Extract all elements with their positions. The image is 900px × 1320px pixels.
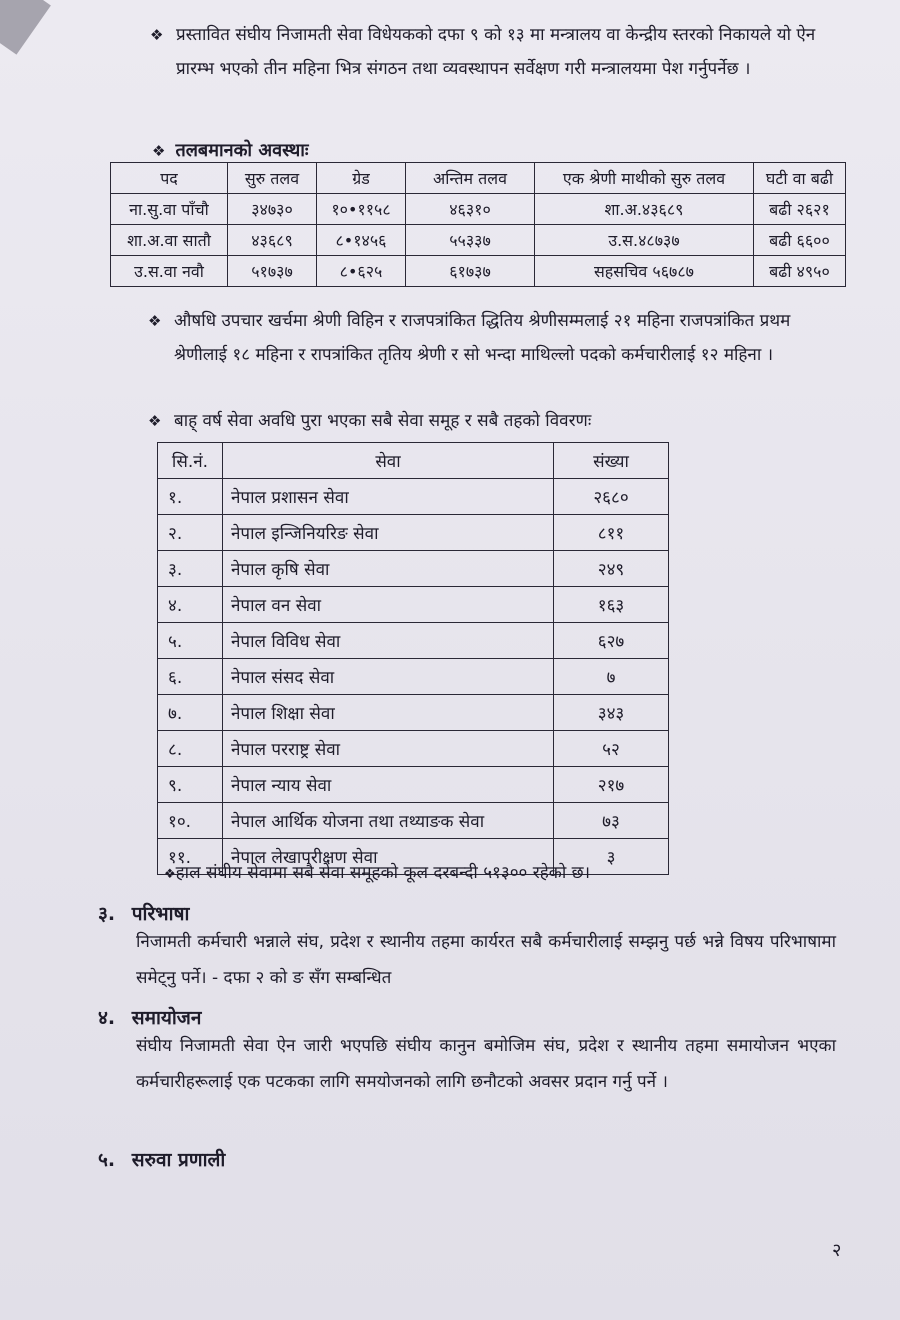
table-row: [158, 551, 669, 587]
section-title: सरुवा प्रणाली: [131, 1149, 226, 1171]
table-cell: ८११: [554, 515, 669, 551]
table-row: [158, 731, 669, 767]
table-cell: ३: [554, 839, 669, 875]
table-cell: ५५३३७: [406, 225, 535, 256]
section-number: ३.: [98, 903, 116, 925]
table-cell: १६३: [554, 587, 669, 623]
table-cell: शा.अ.वा सातौ: [111, 225, 228, 256]
table-cell: ४.: [158, 587, 223, 623]
salary-heading: [152, 138, 309, 162]
services-heading: [148, 404, 794, 438]
table-cell: २६८०: [554, 479, 669, 515]
bullet-icon: ❖: [148, 412, 162, 430]
table-cell: नेपाल आर्थिक योजना तथा तथ्याङक सेवा: [223, 803, 554, 839]
services-header-cell: सि.नं.: [158, 443, 223, 479]
table-cell: नेपाल विविध सेवा: [223, 623, 554, 659]
table-row: [158, 515, 669, 551]
table-cell: ३४७३०: [228, 194, 317, 225]
table-row: [158, 479, 669, 515]
table-cell: नेपाल प्रशासन सेवा: [223, 479, 554, 515]
bullet-icon: ❖: [152, 142, 166, 160]
services-header-cell: संख्या: [554, 443, 669, 479]
salary-header-cell: पद: [111, 163, 228, 194]
salary-header-cell: एक श्रेणी माथीको सुरु तलव: [535, 163, 754, 194]
table-cell: ४६३१०: [406, 194, 535, 225]
table-cell: नेपाल संसद सेवा: [223, 659, 554, 695]
table-cell: ९.: [158, 767, 223, 803]
table-row: [158, 623, 669, 659]
table-cell: ७.: [158, 695, 223, 731]
section-heading: [98, 1004, 201, 1030]
table-cell: २१७: [554, 767, 669, 803]
salary-header-cell: ग्रेड: [317, 163, 406, 194]
page-corner-shadow: [0, 0, 51, 55]
services-table: [157, 442, 669, 875]
table-cell: बढी २६२१: [754, 194, 846, 225]
salary-table-header: [111, 163, 846, 194]
section-heading: [98, 900, 189, 926]
table-cell: ७३: [554, 803, 669, 839]
table-cell: नेपाल न्याय सेवा: [223, 767, 554, 803]
table-cell: २.: [158, 515, 223, 551]
table-cell: ३४३: [554, 695, 669, 731]
table-row: [111, 194, 846, 225]
table-cell: ८.: [158, 731, 223, 767]
section-number: ५.: [98, 1149, 116, 1171]
table-row: [158, 659, 669, 695]
table-cell: १०.: [158, 803, 223, 839]
table-cell: बढी ६६००: [754, 225, 846, 256]
table-cell: उ.स.४८७३७: [535, 225, 754, 256]
survey-text: प्रस्तावित संघीय निजामती सेवा विधेयकको दफा ९ को १३ मा मन्त्रालय वा केन्द्रीय स्तरको निकायले यो ऐन प्रारम्भ भएको तीन महिना भित्र संगठन तथा व्यवस्थापन सर्वेक्षण गरी मन्त्रालयमा पेश गर्नुपर्नेछ ।: [176, 25, 816, 79]
total-note-text: हाल संघीय सेवामा सबै सेवा समूहको कूल दरबन्दी ५१३०० रहेको छ।: [175, 863, 591, 883]
table-cell: ना.सु.वा पाँचौ: [111, 194, 228, 225]
table-cell: उ.स.वा नवौ: [111, 256, 228, 287]
table-cell: ५.: [158, 623, 223, 659]
survey-paragraph: [150, 18, 816, 86]
bullet-icon: ❖: [148, 312, 162, 330]
table-cell: बढी ४९५०: [754, 256, 846, 287]
table-cell: नेपाल लेखापरीक्षण सेवा: [223, 839, 554, 875]
services-header-cell: सेवा: [223, 443, 554, 479]
table-cell: ८•६२५: [317, 256, 406, 287]
table-cell: २४९: [554, 551, 669, 587]
services-table-header: [158, 443, 669, 479]
table-cell: ५१७३७: [228, 256, 317, 287]
table-cell: ६.: [158, 659, 223, 695]
salary-table: [110, 162, 846, 287]
table-cell: ४३६८९: [228, 225, 317, 256]
table-cell: ११.: [158, 839, 223, 875]
table-cell: ६२७: [554, 623, 669, 659]
table-cell: नेपाल शिक्षा सेवा: [223, 695, 554, 731]
section-heading: [98, 1146, 225, 1172]
table-row: [111, 225, 846, 256]
table-cell: नेपाल कृषि सेवा: [223, 551, 554, 587]
table-row: [158, 767, 669, 803]
table-cell: ३.: [158, 551, 223, 587]
salary-header-cell: अन्तिम तलव: [406, 163, 535, 194]
section-title: समायोजन: [131, 1007, 202, 1029]
section-body: निजामती कर्मचारी भन्नाले संघ, प्रदेश र स्थानीय तहमा कार्यरत सबै कर्मचारीलाई सम्झनु पर्छ भन्ने विषय परिभाषामा समेट्नु पर्ने। - दफा २ को ङ सँग सम्बन्धित: [136, 932, 836, 988]
table-row: [111, 256, 846, 287]
page-number: २: [832, 1240, 842, 1261]
medical-text: औषधि उपचार खर्चमा श्रेणी विहिन र राजपत्रांकित द्धितिय श्रेणीसम्मलाई २१ महिना राजपत्रांकित प्रथम श्रेणीलाई १८ महिना र रापत्रांकित तृतिय श्रेणी र सो भन्दा माथिल्लो पदको कर्मचारीलाई १२ महिना ।: [174, 311, 791, 365]
bullet-icon: ❖: [164, 867, 176, 882]
table-row: [158, 803, 669, 839]
services-heading-text: बाह् वर्ष सेवा अवधि पुरा भएका सबै सेवा समूह र सबै तहको विवरणः: [174, 411, 592, 431]
table-row: [158, 695, 669, 731]
table-cell: ६१७३७: [406, 256, 535, 287]
salary-heading-text: तलबमानको अवस्थाः: [175, 140, 309, 161]
salary-header-cell: सुरु तलव: [228, 163, 317, 194]
table-cell: १.: [158, 479, 223, 515]
total-note: [164, 860, 590, 883]
table-cell: नेपाल परराष्ट्र सेवा: [223, 731, 554, 767]
table-row: [158, 587, 669, 623]
table-cell: नेपाल वन सेवा: [223, 587, 554, 623]
section-title: परिभाषा: [131, 903, 190, 925]
table-cell: ५२: [554, 731, 669, 767]
table-cell: नेपाल इन्जिनियरिङ सेवा: [223, 515, 554, 551]
medical-paragraph: [148, 304, 824, 372]
bullet-icon: ❖: [150, 26, 164, 44]
section-number: ४.: [98, 1007, 116, 1029]
table-cell: १०•११५८: [317, 194, 406, 225]
table-cell: सहसचिव ५६७८७: [535, 256, 754, 287]
table-cell: ८•१४५६: [317, 225, 406, 256]
salary-header-cell: घटी वा बढी: [754, 163, 846, 194]
section-body: संघीय निजामती सेवा ऐन जारी भएपछि संघीय कानुन बमोजिम संघ, प्रदेश र स्थानीय तहमा समायोजन भएका कर्मचारीहरूलाई एक पटकका लागि समयोजनको लागि छनौटको अवसर प्रदान गर्नु पर्ने ।: [136, 1036, 836, 1092]
table-cell: ७: [554, 659, 669, 695]
table-cell: शा.अ.४३६८९: [535, 194, 754, 225]
